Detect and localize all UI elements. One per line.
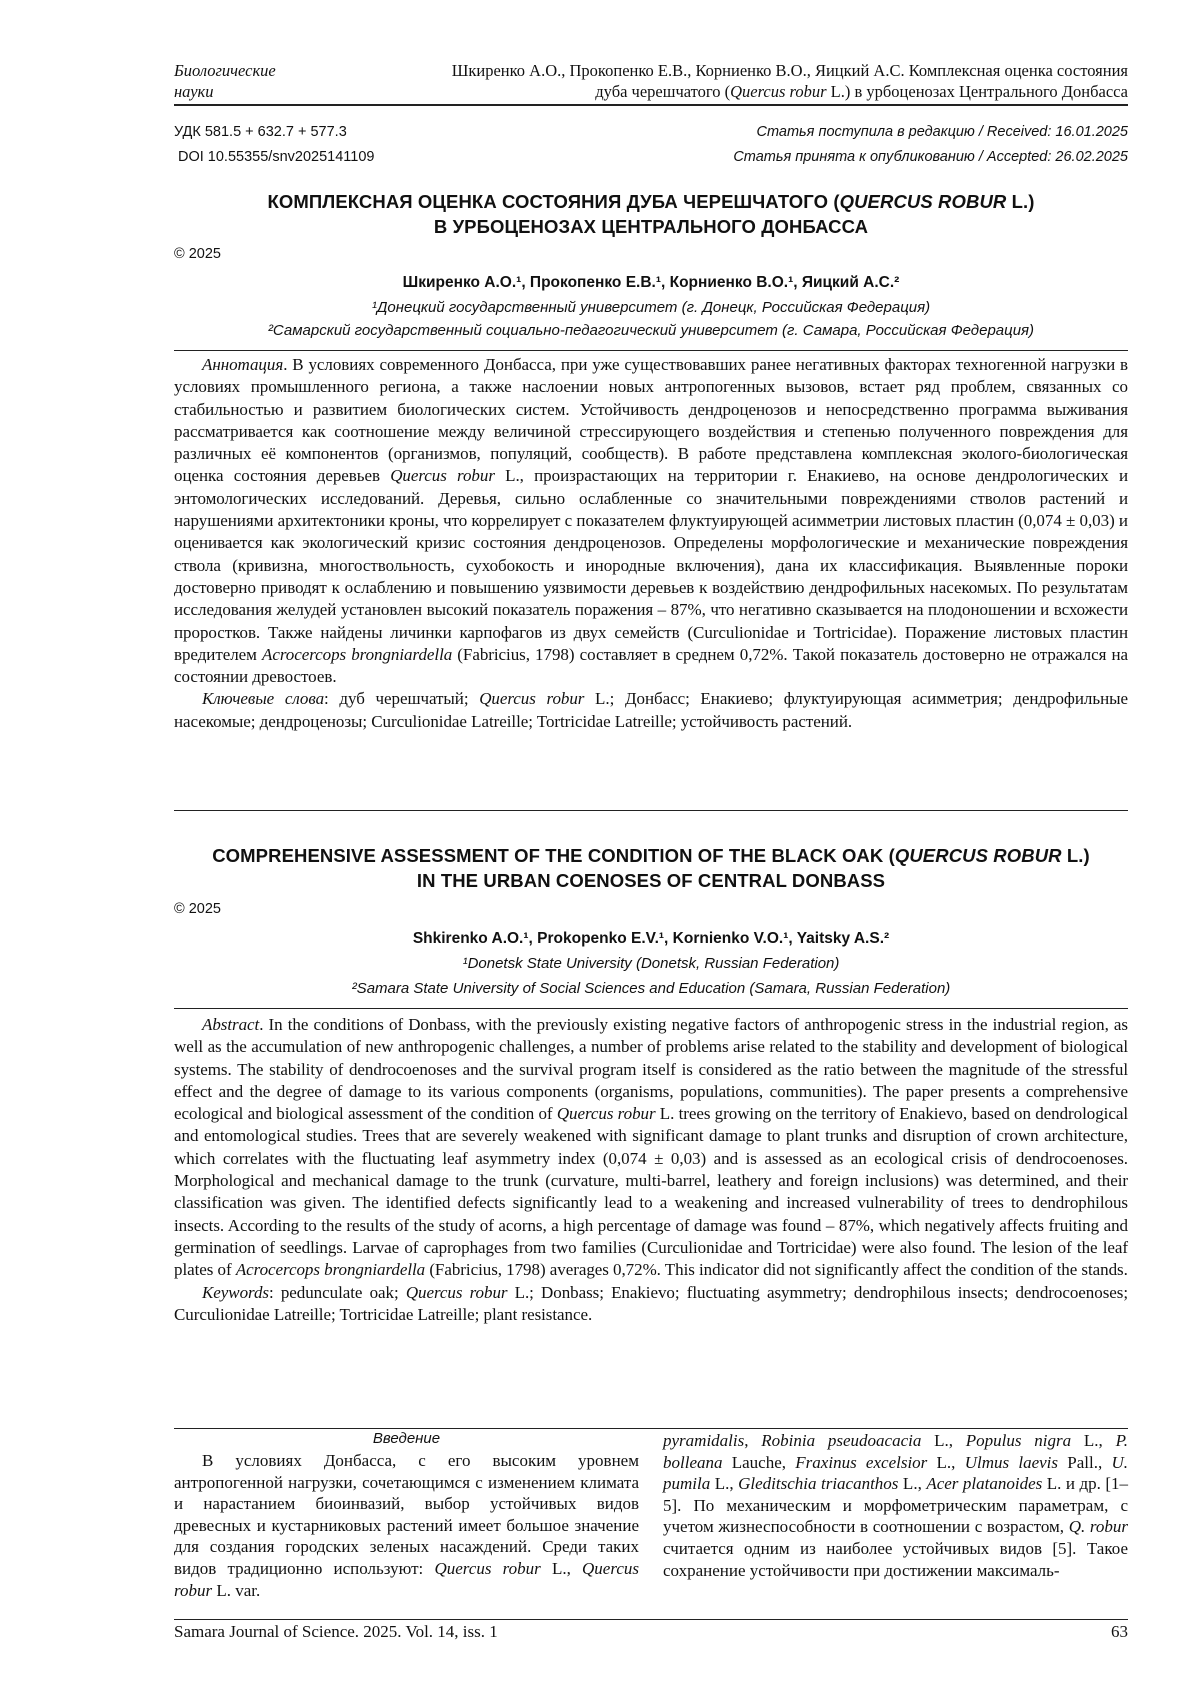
article-page bbox=[174, 0, 1128, 1697]
page-footer bbox=[174, 1619, 1128, 1622]
en-keywords: Keywords: pedunculate oak; Quercus robur L.; Donbass; Enakievo; fluctuating asymmetry; dendrophilous insects; dendrocoenoses; Curculionidae Latreille; Tortricidae Latreille; plant resistance. bbox=[174, 1282, 1128, 1327]
en-title: COMPREHENSIVE ASSESSMENT OF THE CONDITION OF THE BLACK OAK (QUERCUS ROBUR L.) IN THE URBAN COENOSES OF CENTRAL DONBASS bbox=[174, 843, 1128, 893]
en-copyright: © 2025 bbox=[174, 901, 221, 917]
ru-affiliation-2: ²Самарский государственный социально-педагогический университет (г. Самара, Российская Федерация) bbox=[174, 322, 1128, 339]
en-authors: Shkirenko A.O.¹, Prokopenko E.V.¹, Kornienko V.O.¹, Yaitsky A.S.² bbox=[174, 930, 1128, 948]
intro-heading: Введение bbox=[174, 1428, 639, 1450]
ru-title: КОМПЛЕКСНАЯ ОЦЕНКА СОСТОЯНИЯ ДУБА ЧЕРЕШЧАТОГО (QUERCUS ROBUR L.) В УРБОЦЕНОЗАХ ЦЕНТРАЛЬНОГО ДОНБАССА bbox=[174, 189, 1128, 239]
udc-code: УДК 581.5 + 632.7 + 577.3 bbox=[174, 124, 347, 140]
ru-abstract-box bbox=[174, 350, 1128, 811]
journal-citation: Samara Journal of Science. 2025. Vol. 14, iss. 1 bbox=[174, 1622, 498, 1642]
intro-paragraph-1-continued: pyramidalis, Robinia pseudoacacia L., Populus nigra L., P. bolleana Lauche, Fraxinus excelsior L., Ulmus laevis Pall., U. pumila L., Gleditschia triacanthos L., Acer platanoides L. и др. [1–5]. По механическим и морфометрическим параметрам, с учетом жизнеспособности в соотношении с возрастом, Q. robur считается одним из наиболее устойчивых видов [5]. Такое сохранение устойчивости при достижении максималь- bbox=[663, 1430, 1128, 1581]
section-name: Биологические науки bbox=[174, 60, 276, 102]
intro-column-right bbox=[663, 1430, 1128, 1581]
ru-affiliation-1: ¹Донецкий государственный университет (г. Донецк, Российская Федерация) bbox=[174, 299, 1128, 316]
received-date: Статья поступила в редакцию / Received: 16.01.2025 bbox=[757, 124, 1128, 140]
running-header bbox=[174, 60, 1128, 106]
en-abstract-box bbox=[174, 1008, 1128, 1429]
en-abstract: Abstract. In the conditions of Donbass, with the previously existing negative factors of anthropogenic stress in the industrial region, as well as the accumulation of new anthropogenic challenges, a number of problems arise related to the stability and development of biological systems. The stability of dendrocoenoses and the survival program itself is considered as the ratio between the magnitude of the stressful effect and the degree of damage to its various components (organisms, populations, communities). The paper presents a comprehensive ecological and biological assessment of the condition of Quercus robur L. trees growing on the territory of Enakievo, based on dendrological and entomological studies. Trees that are severely weakened with significant damage to plant trunks and disruption of crown architecture, which correlates with the fluctuating leaf asymmetry index (0,074 ± 0,03) and is assessed as an ecological crisis of dendrocoenoses. Morphological and mechanical damage to the trunk (curvature, multi-barrel, leathery and foreign inclusions) was determined, and their classification was given. The identified defects significantly lead to a weakening and increased vulnerability of trees to dendrophilous insects. According to the results of the study of acorns, a high percentage of damage was found – 87%, which negatively affects fruiting and germination of seedlings. Larvae of caprophages from two families (Curculionidae and Tortricidae) were also found. The lesion of the leaf plates of Acrocercops brongniardella (Fabricius, 1798) averages 0,72%. This indicator did not significantly affect the condition of the stands. bbox=[174, 1014, 1128, 1282]
intro-column-left bbox=[174, 1428, 639, 1601]
header-citation: Шкиренко А.О., Прокопенко Е.В., Корниенко В.О., Яицкий А.С. Комплексная оценка состояния дуба черешчатого (Quercus robur L.) в урбоценозах Центрального Донбасса bbox=[348, 60, 1128, 102]
page-number: 63 bbox=[1111, 1622, 1128, 1642]
ru-copyright: © 2025 bbox=[174, 246, 221, 262]
ru-abstract: Аннотация. В условиях современного Донбасса, при уже существовавших ранее негативных факторах техногенной нагрузки в условиях промышленного региона, а также наслоении новых антропогенных вызовов, встает ряд проблем, связанных со стабильностью и развитием биологических систем. Устойчивость дендроценозов и непосредственно программа выживания рассматривается как соотношение между величиной стрессирующего воздействия и степенью полученного повреждения для различных её компонентов (организмов, популяций, сообществ). В работе представлена комплексная эколого-биологическая оценка состояния деревьев Quercus robur L., произрастающих на территории г. Енакиево, на основе дендрологических и энтомологических исследований. Деревья, сильно ослабленные со значительными повреждениями стволов растений и нарушениями архитектоники кроны, что коррелирует с показателем флуктуирующей асимметрии листовых пластин (0,074 ± 0,03) и оценивается как экологический кризис состояния дендроценозов. Определены морфологические и механические повреждения ствола (кривизна, многоствольность, сухобокость и инородные включения), дана их классификация. Выявленные пороки достоверно приводят к ослаблению и повышению уязвимости деревьев к воздействию дендрофильных насекомых. По результатам исследования желудей установлен высокий показатель поражения – 87%, что негативно сказывается на плодоношении и всхожести проростков. Также найдены личинки карпофагов из двух семейств (Curculionidae и Tortricidae). Поражение листовых пластин вредителем Acrocercops brongniardella (Fabricius, 1798) составляет в среднем 0,72%. Такой показатель достоверно не отражался на состоянии древостоев. bbox=[174, 354, 1128, 688]
en-affiliation-1: ¹Donetsk State University (Donetsk, Russian Federation) bbox=[174, 955, 1128, 972]
accepted-date: Статья принята к опубликованию / Accepted: 26.02.2025 bbox=[733, 149, 1128, 165]
doi: DOI 10.55355/snv2025141109 bbox=[178, 149, 374, 165]
en-affiliation-2: ²Samara State University of Social Sciences and Education (Samara, Russian Federation) bbox=[174, 980, 1128, 997]
ru-authors: Шкиренко А.О.¹, Прокопенко Е.В.¹, Корниенко В.О.¹, Яицкий А.С.² bbox=[174, 274, 1128, 292]
ru-keywords: Ключевые слова: дуб черешчатый; Quercus robur L.; Донбасс; Енакиево; флуктуирующая асимметрия; дендрофильные насекомые; дендроценозы; Curculionidae Latreille; Tortricidae Latreille; устойчивость растений. bbox=[174, 688, 1128, 733]
intro-paragraph-1: В условиях Донбасса, с его высоким уровнем антропогенной нагрузки, сочетающимся с изменением климата и нарастанием биоинвазий, выбор устойчивых видов древесных и кустарниковых растений имеет большое значение для создания городских зеленых насаждений. Среди таких видов традиционно используют: Quercus robur L., Quercus robur L. var. bbox=[174, 1450, 639, 1601]
